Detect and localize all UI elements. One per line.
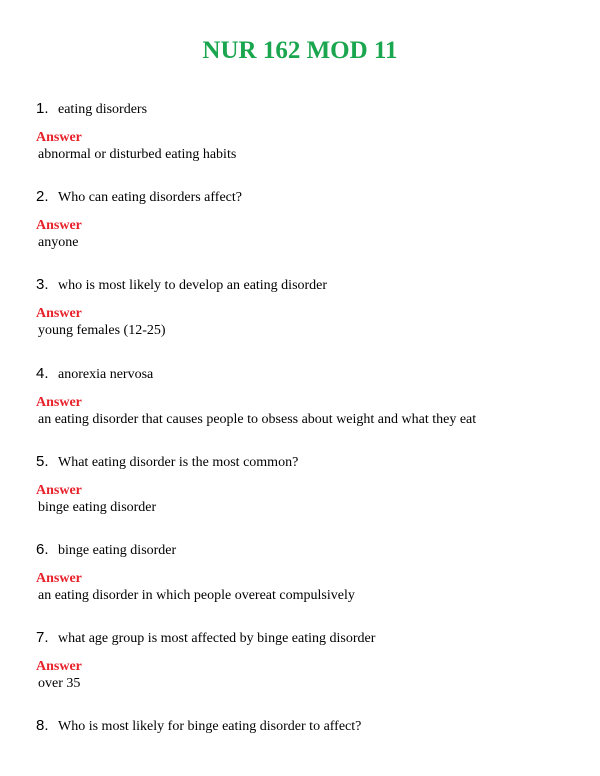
answer-text: binge eating disorder [38,500,157,515]
answer-text: an eating disorder that causes people to obsess about weight and what they eat [38,412,477,427]
question-number: 2. [36,188,49,205]
qa-item-2 [36,186,576,251]
question-number: 3. [36,276,49,293]
question-text: who is most likely to develop an eating disorder [58,278,328,293]
answer-text: an eating disorder in which people overeat compulsively [38,588,355,603]
answer-label: Answer [36,218,82,233]
answer-text: over 35 [38,676,81,691]
qa-item-4 [36,363,576,428]
answer-label: Answer [36,483,82,498]
qa-item-5 [36,451,576,516]
question-row [36,715,576,737]
question-number: 7. [36,629,49,646]
qa-item-1 [36,98,576,163]
question-row [36,451,576,473]
qa-item-8 [36,715,576,737]
question-text: anorexia nervosa [58,367,154,382]
page-title: NUR 162 MOD 11 [202,37,398,64]
answer-text: abnormal or disturbed eating habits [38,147,237,162]
answer-label: Answer [36,395,82,410]
question-row [36,539,576,561]
question-number: 6. [36,541,49,558]
qa-item-6 [36,539,576,604]
question-row [36,274,576,296]
answer-label: Answer [36,306,82,321]
question-text: what age group is most affected by binge eating disorder [58,631,376,646]
question-text: Who is most likely for binge eating disorder to affect? [58,719,362,734]
question-text: binge eating disorder [58,543,177,558]
question-row [36,363,576,385]
question-text: eating disorders [58,102,148,117]
question-text: What eating disorder is the most common? [58,455,299,470]
question-number: 8. [36,717,49,734]
question-number: 4. [36,365,49,382]
question-row [36,186,576,208]
question-row [36,627,576,649]
question-number: 1. [36,100,49,117]
answer-text: anyone [38,235,79,250]
answer-label: Answer [36,571,82,586]
question-text: Who can eating disorders affect? [58,190,242,205]
answer-text: young females (12-25) [38,323,166,338]
qa-item-7 [36,627,576,692]
answer-label: Answer [36,130,82,145]
qa-item-3 [36,274,576,339]
answer-label: Answer [36,659,82,674]
question-number: 5. [36,453,49,470]
question-row [36,98,576,120]
